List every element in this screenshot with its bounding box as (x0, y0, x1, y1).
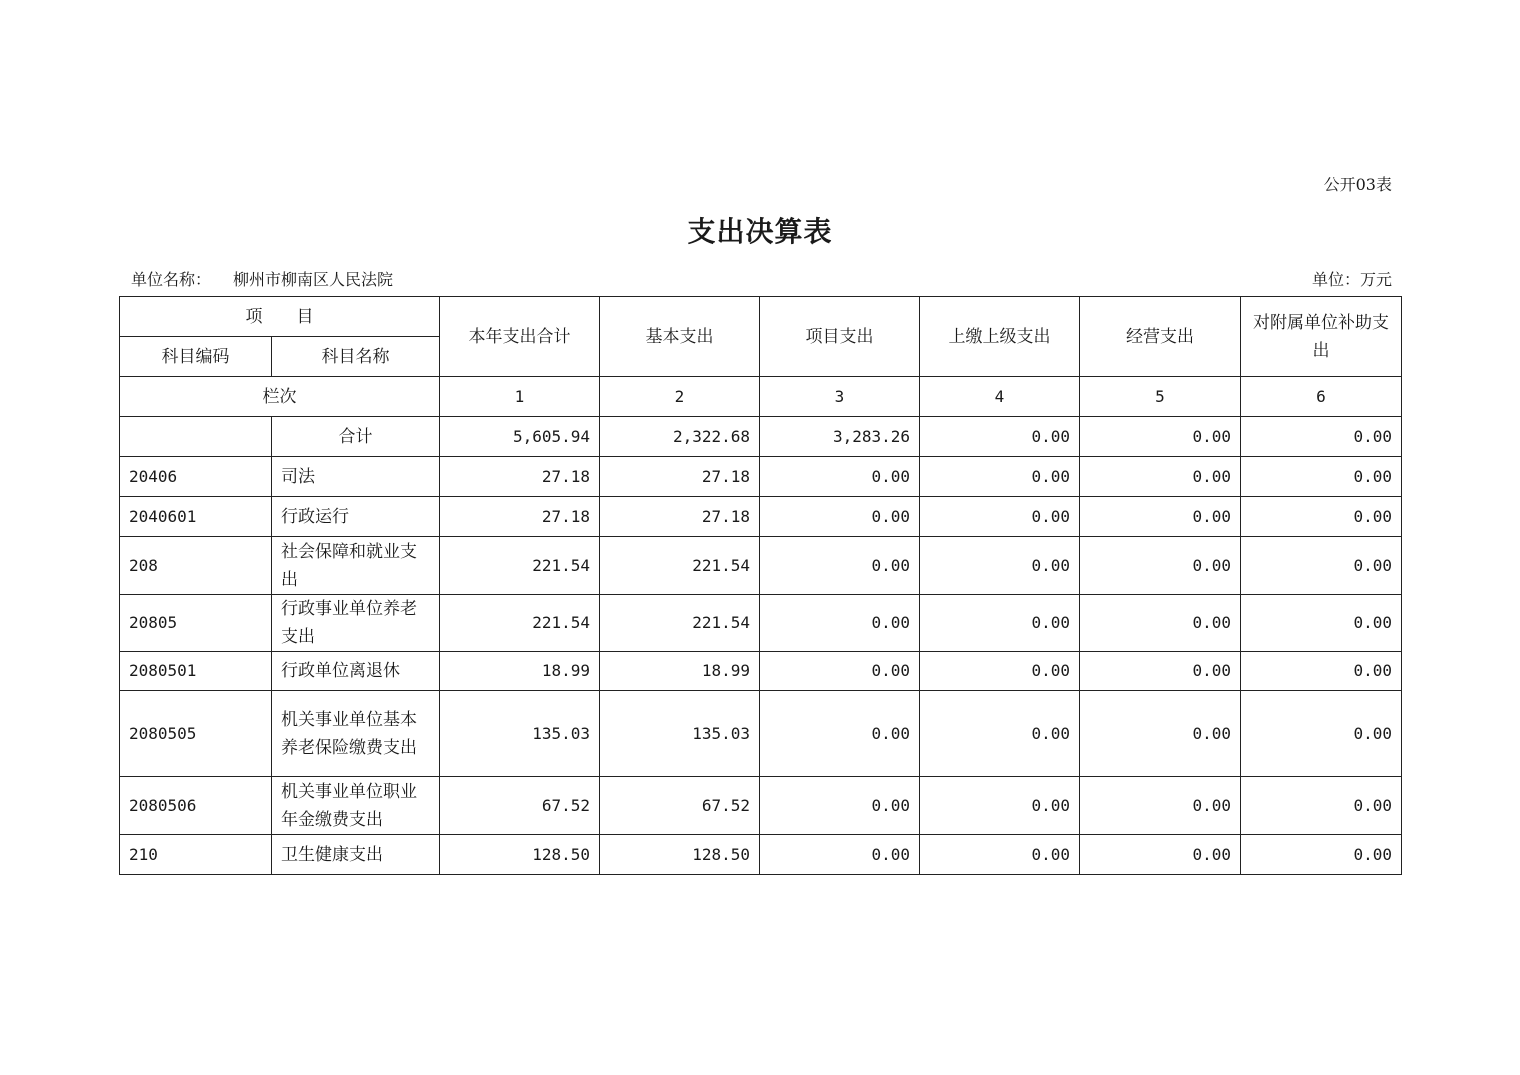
amount-cell: 0.00 (1080, 595, 1241, 652)
column-index-5: 5 (1080, 377, 1241, 417)
column-index-6: 6 (1241, 377, 1402, 417)
amount-cell: 0.00 (1080, 652, 1241, 691)
amount-cell: 221.54 (600, 595, 760, 652)
column-index-4: 4 (920, 377, 1080, 417)
amount-cell: 0.00 (920, 835, 1080, 875)
page-title: 支出决算表 (687, 215, 833, 248)
amount-cell: 0.00 (760, 652, 920, 691)
amount-cell: 0.00 (1080, 457, 1241, 497)
header-operating: 经营支出 (1080, 297, 1241, 377)
amount-cell: 0.00 (1241, 457, 1402, 497)
amount-cell: 0.00 (1080, 777, 1241, 835)
amount-cell: 0.00 (760, 835, 920, 875)
table-row (120, 835, 1402, 875)
amount-cell: 0.00 (1241, 497, 1402, 537)
unit-name-label: 单位名称： (131, 270, 212, 289)
amount-cell: 0.00 (1241, 777, 1402, 835)
subject-code-cell: 208 (120, 537, 272, 595)
amount-cell: 0.00 (1080, 835, 1241, 875)
header-basic: 基本支出 (600, 297, 760, 377)
amount-cell: 27.18 (440, 497, 600, 537)
header-project-expense: 项目支出 (760, 297, 920, 377)
amount-cell: 0.00 (760, 457, 920, 497)
table-row (120, 652, 1402, 691)
total-name: 合计 (272, 417, 440, 457)
amount-cell: 0.00 (920, 691, 1080, 777)
subject-name-cell: 机关事业单位基本养老保险缴费支出 (272, 691, 440, 777)
subject-code-cell: 2080506 (120, 777, 272, 835)
subject-name-cell: 社会保障和就业支出 (272, 537, 440, 595)
subject-code-cell: 210 (120, 835, 272, 875)
subject-name-cell: 机关事业单位职业年金缴费支出 (272, 777, 440, 835)
amount-cell: 0.00 (1241, 835, 1402, 875)
total-value: 5,605.94 (440, 417, 600, 457)
subject-code-cell: 20805 (120, 595, 272, 652)
subject-name-cell: 行政事业单位养老支出 (272, 595, 440, 652)
currency-unit: 单位：万元 (1311, 270, 1392, 289)
amount-cell: 18.99 (440, 652, 600, 691)
amount-cell: 0.00 (760, 777, 920, 835)
column-index-1: 1 (440, 377, 600, 417)
table-row (120, 497, 1402, 537)
total-value: 0.00 (1241, 417, 1402, 457)
header-subsidiary: 对附属单位补助支出 (1241, 297, 1402, 377)
amount-cell: 0.00 (1080, 497, 1241, 537)
subject-name-cell: 卫生健康支出 (272, 835, 440, 875)
header-upper-level: 上缴上级支出 (920, 297, 1080, 377)
amount-cell: 135.03 (440, 691, 600, 777)
amount-cell: 0.00 (1080, 691, 1241, 777)
header-project: 项 目 (120, 297, 440, 337)
amount-cell: 27.18 (600, 497, 760, 537)
amount-cell: 0.00 (920, 497, 1080, 537)
header-subject-code: 科目编码 (120, 337, 272, 377)
amount-cell: 0.00 (920, 595, 1080, 652)
amount-cell: 221.54 (440, 537, 600, 595)
unit-name-value: 柳州市柳南区人民法院 (233, 270, 394, 289)
column-index-2: 2 (600, 377, 760, 417)
amount-cell: 0.00 (1241, 691, 1402, 777)
amount-cell: 0.00 (1241, 595, 1402, 652)
amount-cell: 0.00 (760, 595, 920, 652)
subject-code-cell: 2080505 (120, 691, 272, 777)
amount-cell: 0.00 (1080, 537, 1241, 595)
amount-cell: 0.00 (920, 537, 1080, 595)
amount-cell: 0.00 (1241, 652, 1402, 691)
amount-cell: 135.03 (600, 691, 760, 777)
amount-cell: 221.54 (600, 537, 760, 595)
table-row (120, 691, 1402, 777)
subject-name-cell: 行政运行 (272, 497, 440, 537)
subject-code-cell: 2080501 (120, 652, 272, 691)
total-code (120, 417, 272, 457)
subject-code-cell: 2040601 (120, 497, 272, 537)
amount-cell: 128.50 (600, 835, 760, 875)
total-row (120, 417, 1402, 457)
amount-cell: 18.99 (600, 652, 760, 691)
total-value: 0.00 (1080, 417, 1241, 457)
amount-cell: 0.00 (760, 537, 920, 595)
unit-name-line (131, 267, 393, 290)
table-row (120, 457, 1402, 497)
amount-cell: 0.00 (920, 652, 1080, 691)
column-index-3: 3 (760, 377, 920, 417)
amount-cell: 0.00 (760, 691, 920, 777)
table-row (120, 595, 1402, 652)
amount-cell: 27.18 (600, 457, 760, 497)
form-number: 公开03表 (1323, 175, 1392, 194)
amount-cell: 0.00 (920, 777, 1080, 835)
column-index-row (120, 377, 1402, 417)
total-value: 3,283.26 (760, 417, 920, 457)
amount-cell: 27.18 (440, 457, 600, 497)
subject-name-cell: 司法 (272, 457, 440, 497)
subject-name-cell: 行政单位离退休 (272, 652, 440, 691)
amount-cell: 221.54 (440, 595, 600, 652)
header-row-1 (120, 297, 1402, 337)
amount-cell: 67.52 (440, 777, 600, 835)
total-value: 2,322.68 (600, 417, 760, 457)
table-row (120, 777, 1402, 835)
expenditure-table (119, 296, 1402, 875)
total-value: 0.00 (920, 417, 1080, 457)
column-index-label: 栏次 (120, 377, 440, 417)
amount-cell: 0.00 (760, 497, 920, 537)
amount-cell: 0.00 (1241, 537, 1402, 595)
amount-cell: 0.00 (920, 457, 1080, 497)
amount-cell: 67.52 (600, 777, 760, 835)
subject-code-cell: 20406 (120, 457, 272, 497)
table-row (120, 537, 1402, 595)
header-total: 本年支出合计 (440, 297, 600, 377)
amount-cell: 128.50 (440, 835, 600, 875)
header-subject-name: 科目名称 (272, 337, 440, 377)
